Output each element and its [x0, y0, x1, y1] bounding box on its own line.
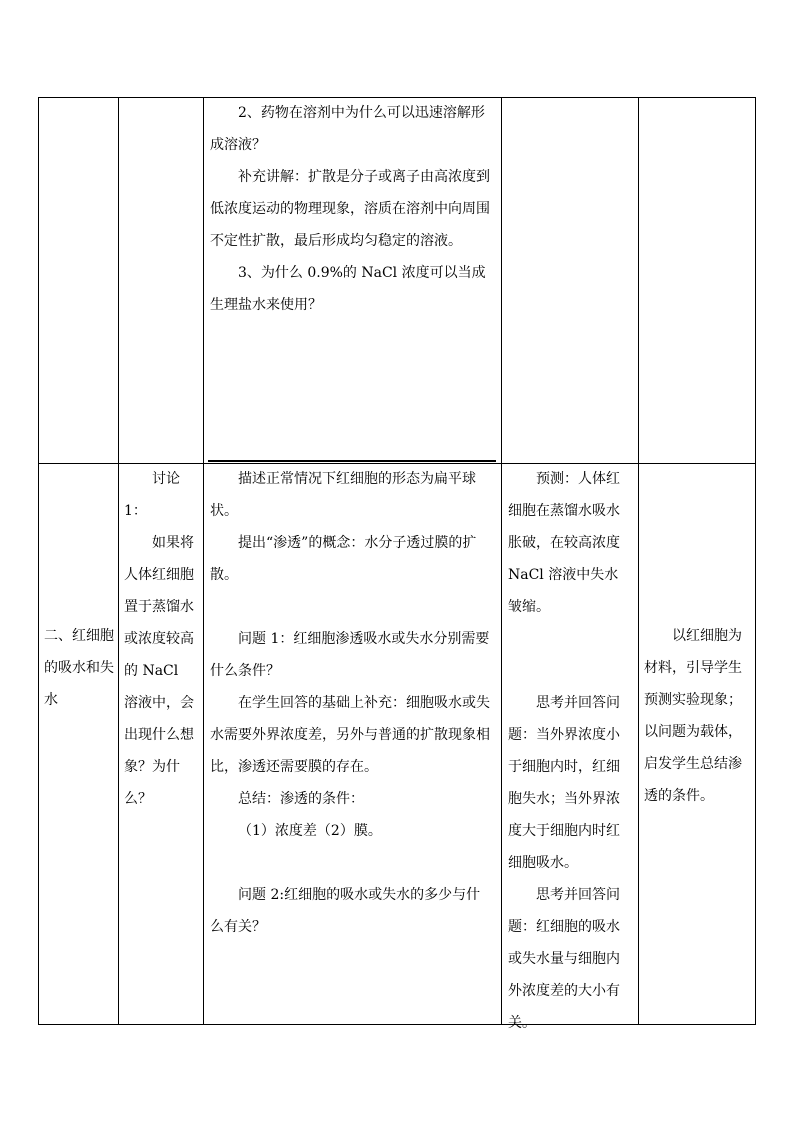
section-title-text: 二、红细胞的吸水和失水: [44, 628, 114, 708]
column-divider-2: [203, 97, 204, 1025]
question-3: 3、为什么 0.9%的 NaCl 浓度可以当成生理盐水来使用？: [210, 265, 486, 313]
lesson-table: [38, 97, 756, 1031]
table-border-left: [38, 97, 39, 1025]
column-divider-1: [118, 97, 119, 1025]
summary-text: 总结：渗透的条件：: [238, 791, 364, 807]
student-activity-cell: [508, 463, 630, 1039]
column-divider-3: [501, 97, 502, 1025]
osmosis-concept: 提出“渗透”的概念：水分子透过膜的扩散。: [210, 535, 477, 583]
question-2-rbc: 问题 2:红细胞的吸水或失水的多少与什么有关？: [210, 887, 481, 935]
design-intent-cell: [644, 620, 750, 812]
discussion-cell: [124, 463, 196, 815]
row1-activity-cell: [210, 97, 494, 321]
rbc-shape-text: 描述正常情况下红细胞的形态为扁平球状。: [210, 471, 476, 519]
design-intent-text: 以红细胞为材料，引导学生预测实验现象；以问题为载体，启发学生总结渗透的条件。: [644, 628, 742, 804]
table-border-right: [755, 97, 756, 1025]
conditions-text: （1）浓度差（2）膜。: [238, 823, 382, 839]
question-1: 问题 1：红细胞渗透吸水或失水分别需要什么条件？: [210, 631, 490, 679]
discussion-question: 如果将人体红细胞置于蒸馏水或浓度较高的 NaCl 溶液中，会出现什么想象？为什么？: [124, 535, 194, 807]
row-divider-accent: [208, 460, 496, 462]
question-2: 2、药物在溶剂中为什么可以迅速溶解形成溶液？: [210, 105, 485, 153]
table-border-bottom: [38, 1024, 756, 1025]
column-divider-4: [638, 97, 639, 1025]
answer-2-text: 思考并回答问题：红细胞的吸水或失水量与细胞内外浓度差的大小有关。: [508, 887, 620, 1031]
prediction-text: 预测：人体红细胞在蒸馏水吸水胀破，在较高浓度 NaCl 溶液中失水皱缩。: [508, 471, 620, 615]
supplementary-explanation: 补充讲解：扩散是分子或离子由高浓度到低浓度运动的物理现象，溶质在溶剂中向周围不定性扩散，最后形成均匀稳定的溶液。: [210, 169, 490, 249]
answer-1-text: 思考并回答问题：当外界浓度小于细胞内时，红细胞失水；当外界浓度大于细胞内时红细胞吸水。: [508, 695, 620, 871]
discussion-label: 讨论1：: [124, 471, 180, 519]
supplement-text: 在学生回答的基础上补充：细胞吸水或失水需要外界浓度差，另外与普通的扩散现象相比，渗透还需要膜的存在。: [210, 695, 490, 775]
teacher-activity-cell: [210, 463, 494, 943]
section-title: [44, 620, 114, 716]
